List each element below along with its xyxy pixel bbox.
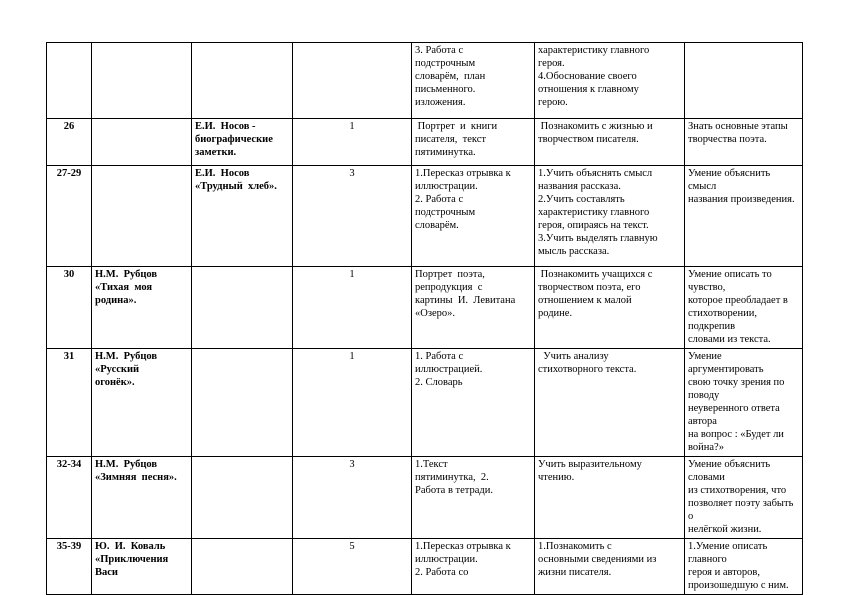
cell-line: биографические (195, 134, 273, 145)
cell-activities (412, 457, 535, 539)
cell-activities (412, 43, 535, 119)
cell-line: которое преобладает в (688, 295, 788, 306)
cell-line: 1. Работа с (415, 351, 464, 362)
cell-lesson-number (47, 43, 92, 119)
cell-goals (535, 43, 685, 119)
cell-lesson-number: 27-29 (47, 166, 92, 267)
cell-hours: 1 (293, 119, 412, 166)
cell-line: Ю. И. Коваль (95, 541, 166, 552)
cell-lesson-number: 35-39 (47, 539, 92, 595)
cell-line: 2.Учить составлять (538, 194, 625, 205)
cell-line: Н.М. Рубцов (95, 459, 158, 470)
cell-author-work (92, 166, 192, 267)
cell-line: Учить выразительному (538, 459, 642, 470)
cell-line: творчеством поэта, его (538, 282, 641, 293)
cell-lesson-number: 30 (47, 267, 92, 349)
cell-line: позволяет поэту забыть о (688, 498, 796, 522)
cell-line: произошедшую с ним. (688, 580, 789, 591)
cell-line: герою. (538, 97, 568, 108)
cell-activities (412, 349, 535, 457)
cell-author-work (92, 119, 192, 166)
cell-goals (535, 349, 685, 457)
cell-line: Познакомить с жизнью и (538, 121, 653, 132)
cell-topic (192, 43, 293, 119)
cell-goals (535, 166, 685, 267)
cell-line: творчеством писателя. (538, 134, 639, 145)
cell-line: свою точку зрения по поводу (688, 377, 788, 401)
cell-line: 1.Познакомить с (538, 541, 612, 552)
cell-line: изложения. (415, 97, 466, 108)
cell-author-work (92, 457, 192, 539)
cell-line: творчества поэта. (688, 134, 767, 145)
cell-hours (293, 43, 412, 119)
cell-line: 3.Учить выделять главную (538, 233, 658, 244)
cell-line: пятиминутка. (415, 147, 476, 158)
table-row (47, 119, 803, 166)
cell-line: характеристику главного (538, 45, 650, 56)
cell-line: «Приключения (95, 554, 169, 565)
cell-line: 3. Работа с (415, 45, 464, 56)
cell-results (685, 43, 803, 119)
cell-line: 1.Пересказ отрывка к (415, 541, 511, 552)
cell-results (685, 349, 803, 457)
cell-line: родине. (538, 308, 573, 319)
lesson-plan-table (46, 42, 803, 595)
table-row (47, 166, 803, 267)
cell-line: словарём. (415, 220, 459, 231)
cell-line: писателя, текст (415, 134, 486, 145)
cell-activities (412, 166, 535, 267)
cell-line: Умение объяснить смысл (688, 168, 773, 192)
cell-line: «Зимняя песня». (95, 472, 177, 483)
cell-line: родина». (95, 295, 137, 306)
cell-line: «Русский (95, 364, 140, 375)
cell-line: названия произведения. (688, 194, 795, 205)
cell-line: война?» (688, 442, 724, 453)
cell-line: 1.Пересказ отрывка к (415, 168, 511, 179)
cell-line: Работа в тетради. (415, 485, 494, 496)
cell-line: репродукция с (415, 282, 483, 293)
cell-line: 1.Умение описать главного (688, 541, 770, 565)
cell-line: письменного. (415, 84, 476, 95)
cell-line: названия рассказа. (538, 181, 621, 192)
table-row (47, 349, 803, 457)
cell-goals (535, 457, 685, 539)
cell-line: словарём, план (415, 71, 486, 82)
table-row (47, 539, 803, 595)
cell-hours: 3 (293, 457, 412, 539)
cell-line: «Тихая моя (95, 282, 153, 293)
cell-results (685, 119, 803, 166)
table-row (47, 457, 803, 539)
cell-line: Васи (95, 567, 118, 578)
cell-activities (412, 539, 535, 595)
cell-lesson-number: 32-34 (47, 457, 92, 539)
cell-line: словами из текста. (688, 334, 771, 345)
cell-line: «Трудный хлеб». (195, 181, 277, 192)
cell-line: жизни писателя. (538, 567, 612, 578)
cell-line: огонёк». (95, 377, 135, 388)
cell-lesson-number: 26 (47, 119, 92, 166)
cell-line: Портрет и книги (415, 121, 498, 132)
cell-hours: 1 (293, 349, 412, 457)
cell-topic (192, 267, 293, 349)
cell-line: Учить анализу (538, 351, 609, 362)
cell-line: пятиминутка, 2. (415, 472, 489, 483)
cell-line: из стихотворения, что (688, 485, 787, 496)
cell-line: характеристику главного (538, 207, 650, 218)
cell-line: Познакомить учащихся с (538, 269, 653, 280)
cell-author-work (92, 43, 192, 119)
cell-line: чтению. (538, 472, 575, 483)
cell-line: неуверенного ответа автора (688, 403, 783, 427)
cell-line: Знать основные этапы (688, 121, 788, 132)
cell-activities (412, 267, 535, 349)
cell-hours: 3 (293, 166, 412, 267)
cell-line: героя, опираясь на текст. (538, 220, 649, 231)
cell-goals (535, 267, 685, 349)
cell-line: нелёгкой жизни. (688, 524, 762, 535)
cell-line: заметки. (195, 147, 237, 158)
cell-line: Е.И. Носов (195, 168, 250, 179)
table-row (47, 43, 803, 119)
cell-author-work (92, 267, 192, 349)
cell-line: Умение описать то чувство, (688, 269, 775, 293)
cell-line: стихотворного текста. (538, 364, 637, 375)
cell-line: основными сведениями из (538, 554, 657, 565)
cell-lesson-number: 31 (47, 349, 92, 457)
cell-goals (535, 539, 685, 595)
cell-line: картины И. Левитана (415, 295, 516, 306)
cell-line: иллюстрации. (415, 554, 478, 565)
cell-topic (192, 539, 293, 595)
cell-results (685, 539, 803, 595)
cell-line: Н.М. Рубцов (95, 351, 158, 362)
cell-results (685, 457, 803, 539)
cell-line: 2. Работа со (415, 567, 469, 578)
cell-results (685, 267, 803, 349)
cell-line: Е.И. Носов - (195, 121, 256, 132)
cell-results (685, 166, 803, 267)
cell-line: 2. Словарь (415, 377, 463, 388)
cell-topic (192, 166, 293, 267)
cell-line: иллюстрации. (415, 181, 478, 192)
cell-activities (412, 119, 535, 166)
cell-line: Портрет поэта, (415, 269, 485, 280)
cell-line: 4.Обоснование своего (538, 71, 637, 82)
cell-line: отношения к главному (538, 84, 639, 95)
cell-author-work (92, 539, 192, 595)
cell-line: отношением к малой (538, 295, 632, 306)
cell-line: героя и авторов, (688, 567, 760, 578)
cell-line: мысль рассказа. (538, 246, 610, 257)
cell-author-work (92, 349, 192, 457)
cell-line: 2. Работа с (415, 194, 464, 205)
cell-line: иллюстрацией. (415, 364, 483, 375)
cell-line: стихотворении, подкрепив (688, 308, 760, 332)
cell-topic (192, 119, 293, 166)
cell-topic (192, 349, 293, 457)
cell-line: Умение аргументировать (688, 351, 764, 375)
cell-line: 1.Учить объяснять смысл (538, 168, 653, 179)
cell-line: Умение объяснить словами (688, 459, 773, 483)
cell-line: Н.М. Рубцов (95, 269, 158, 280)
cell-goals (535, 119, 685, 166)
cell-hours: 5 (293, 539, 412, 595)
cell-hours: 1 (293, 267, 412, 349)
cell-line: на вопрос : «Будет ли (688, 429, 784, 440)
table-row (47, 267, 803, 349)
cell-line: «Озеро». (415, 308, 456, 319)
cell-topic (192, 457, 293, 539)
cell-line: 1.Текст (415, 459, 448, 470)
cell-line: подстрочным (415, 58, 476, 69)
cell-line: героя. (538, 58, 565, 69)
cell-line: подстрочным (415, 207, 476, 218)
